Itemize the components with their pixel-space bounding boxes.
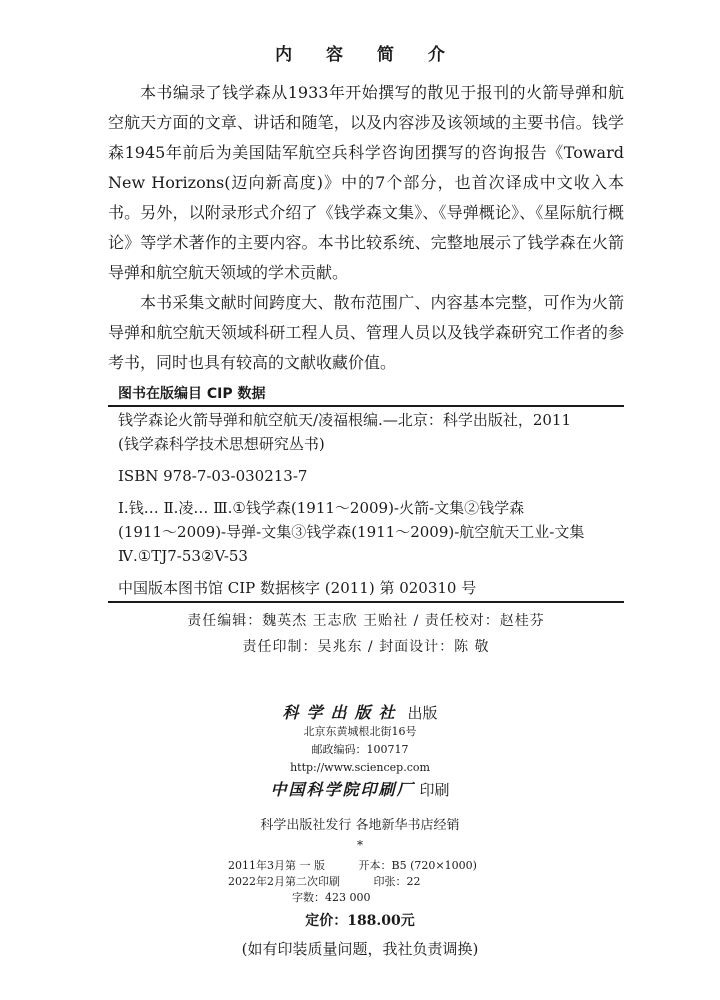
cip-subject-line: Ⅳ.①TJ7-53②V-53 (118, 547, 248, 565)
cip-title-line: 钱学森论火箭导弹和航空航天/凌福根编.—北京：科学出版社，2011 (118, 411, 571, 429)
cip-subjects (118, 496, 624, 568)
credits-line-production: 责任印制：吴兆东 / 封面设计：陈 敬 (242, 639, 490, 655)
intro-section (108, 78, 624, 378)
book-format: 开本：B5 (720×1000) (358, 859, 477, 872)
printed-sheets: 印张：22 (373, 875, 421, 888)
cip-verify-line: 中国版本图书馆 CIP 数据核字 (2011) 第 020310 号 (118, 579, 477, 597)
edition-info (228, 858, 477, 906)
cip-subject-line: Ⅰ.钱… Ⅱ.凌… Ⅲ.①钱学森(1911～2009)-火箭-文集②钱学森 (118, 499, 525, 517)
credits-line-editors: 责任编辑：魏英杰 王志欣 王贻社 / 责任校对：赵桂芬 (187, 613, 545, 629)
cip-record (118, 408, 624, 600)
quality-notice: (如有印装质量问题，我社负责调换) (241, 940, 479, 958)
imprint-block (0, 700, 720, 800)
cip-top-rule (108, 405, 624, 407)
cip-isbn: ISBN 978-7-03-030213-7 (118, 467, 308, 485)
reprint-info: 2022年2月第二次印刷 (228, 875, 340, 888)
publisher-website: http://www.sciencep.com (290, 761, 430, 774)
publisher-postcode: 邮政编码：100717 (311, 743, 409, 756)
distribution-line: 科学出版社发行 各地新华书店经销 (260, 818, 460, 833)
page-title: 内 容 简 介 (275, 45, 459, 65)
publisher-suffix: 出版 (407, 704, 438, 722)
intro-paragraph-2: 本书采集文献时间跨度大、散布范围广、内容基本完整，可作为火箭导弹和航空航天领域科研工程人员、管理人员以及钱学森研究工作者的参考书，同时也具有较高的文献收藏价值。 (108, 293, 624, 372)
publisher-line (0, 700, 720, 723)
first-edition: 2011年3月第 一 版 (228, 859, 325, 872)
word-count: 字数：423 000 (292, 891, 371, 904)
printer-suffix: 印刷 (419, 781, 450, 799)
printer-line (0, 777, 720, 800)
editorial-credits (108, 608, 624, 660)
publisher-logo: 科学出版社 (282, 703, 403, 722)
separator-star: * (357, 838, 363, 852)
cip-heading: 图书在版编目 CIP 数据 (118, 386, 266, 402)
printer-logo: 中国科学院印刷厂 (270, 780, 415, 799)
cip-subject-line: (1911～2009)-导弹-文集③钱学森(1911～2009)-航空航天工业-文集 (118, 523, 585, 541)
cip-bottom-rule (108, 601, 624, 603)
publisher-address: 北京东黄城根北街16号 (303, 725, 417, 738)
price: 定价：188.00元 (305, 913, 415, 929)
intro-paragraph-1: 本书编录了钱学森从1933年开始撰写的散见于报刊的火箭导弹和航空航天方面的文章、讲话和随笔，以及内容涉及该领域的主要书信。钱学森1945年前后为美国陆军航空兵科学咨询团撰写的咨询报告《Toward New Horizons(迈向新高度)》中的7个部分，也首次译成中文收入本书。另外，以附录形式介绍了《钱学森文集》、《导弹概论》、《星际航行概论》等学术著作的主要内容。本书比较系统、完整地展示了钱学森在火箭导弹和航空航天领域的学术贡献。 (108, 83, 624, 282)
cip-series-line: (钱学森科学技术思想研究丛书) (118, 435, 325, 453)
